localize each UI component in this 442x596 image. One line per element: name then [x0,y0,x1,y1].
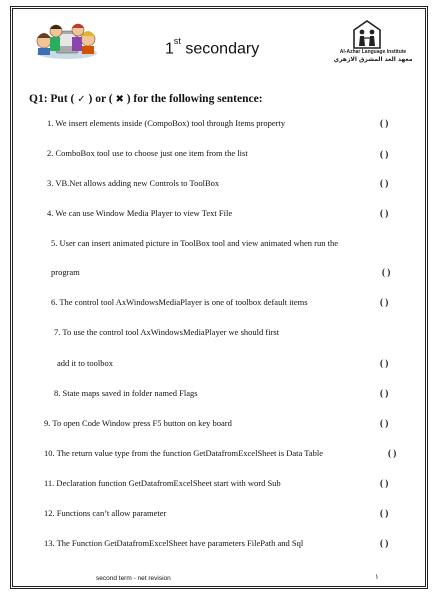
answer-parens[interactable]: ( ) [382,267,391,277]
institute-logo-icon [350,18,384,50]
list-item: 13. The Function GetDatafromExcelSheet have parameters FilePath and Sql [44,538,304,548]
answer-parens[interactable]: ( ) [380,118,389,128]
answer-parens[interactable]: ( ) [380,178,389,188]
list-item: program [51,267,80,277]
list-item: 8. State maps saved in folder named Flags [54,388,198,398]
answer-parens[interactable]: ( ) [380,418,389,428]
list-item: 11. Declaration function GetDatafromExcelSheet start with word Sub [44,478,281,488]
list-item: 5. User can insert animated picture in ToolBox tool and view animated when run the [51,238,338,248]
list-item: add it to toolbox [57,358,113,368]
answer-parens[interactable]: ( ) [380,508,389,518]
list-item: 12. Functions can’t allow parameter [44,508,167,518]
answer-parens[interactable]: ( ) [388,448,397,458]
kids-logo-icon [34,17,100,61]
answer-parens[interactable]: ( ) [380,208,389,218]
list-item: 7. To use the control tool AxWindowsMediaPlayer we should first [54,327,280,337]
list-item: 6. The control tool AxWindowsMediaPlayer is one of toolbox default items [51,297,308,307]
answer-parens[interactable]: ( ) [380,149,389,159]
institute-name-ar: معهد الغد المشرق الازهري [333,56,413,63]
list-item: 4. We can use Window Media Player to view Text File [47,208,233,218]
list-item: 9. To open Code Window press F5 button on key board [44,418,232,428]
answer-parens[interactable]: ( ) [380,478,389,488]
list-item: 1. We insert elements inside (CompoBox) tool through Items property [47,118,286,128]
page-title: 1st secondary [165,36,260,58]
cross-icon: ✖ [115,94,124,105]
answer-parens[interactable]: ( ) [380,388,389,398]
list-item: 2. ComboBox tool use to choose just one item from the list [47,148,248,158]
question-heading: Q1: Put ( ✓ ) or ( ✖ ) for the following sentence: [29,93,263,105]
answer-parens[interactable]: ( ) [380,358,389,368]
page-number: ١ [375,573,379,581]
answer-parens[interactable]: ( ) [380,538,389,548]
institute-name-en: Al-Azhar Language Institute [339,49,407,55]
footer-label: second term - net revision [96,575,171,582]
check-icon: ✓ [77,94,86,105]
list-item: 3. VB.Net allows adding new Controls to ToolBox [47,178,220,188]
list-item: 10. The return value type from the function GetDatafromExcelSheet is Data Table [44,448,324,458]
answer-parens[interactable]: ( ) [380,297,389,307]
